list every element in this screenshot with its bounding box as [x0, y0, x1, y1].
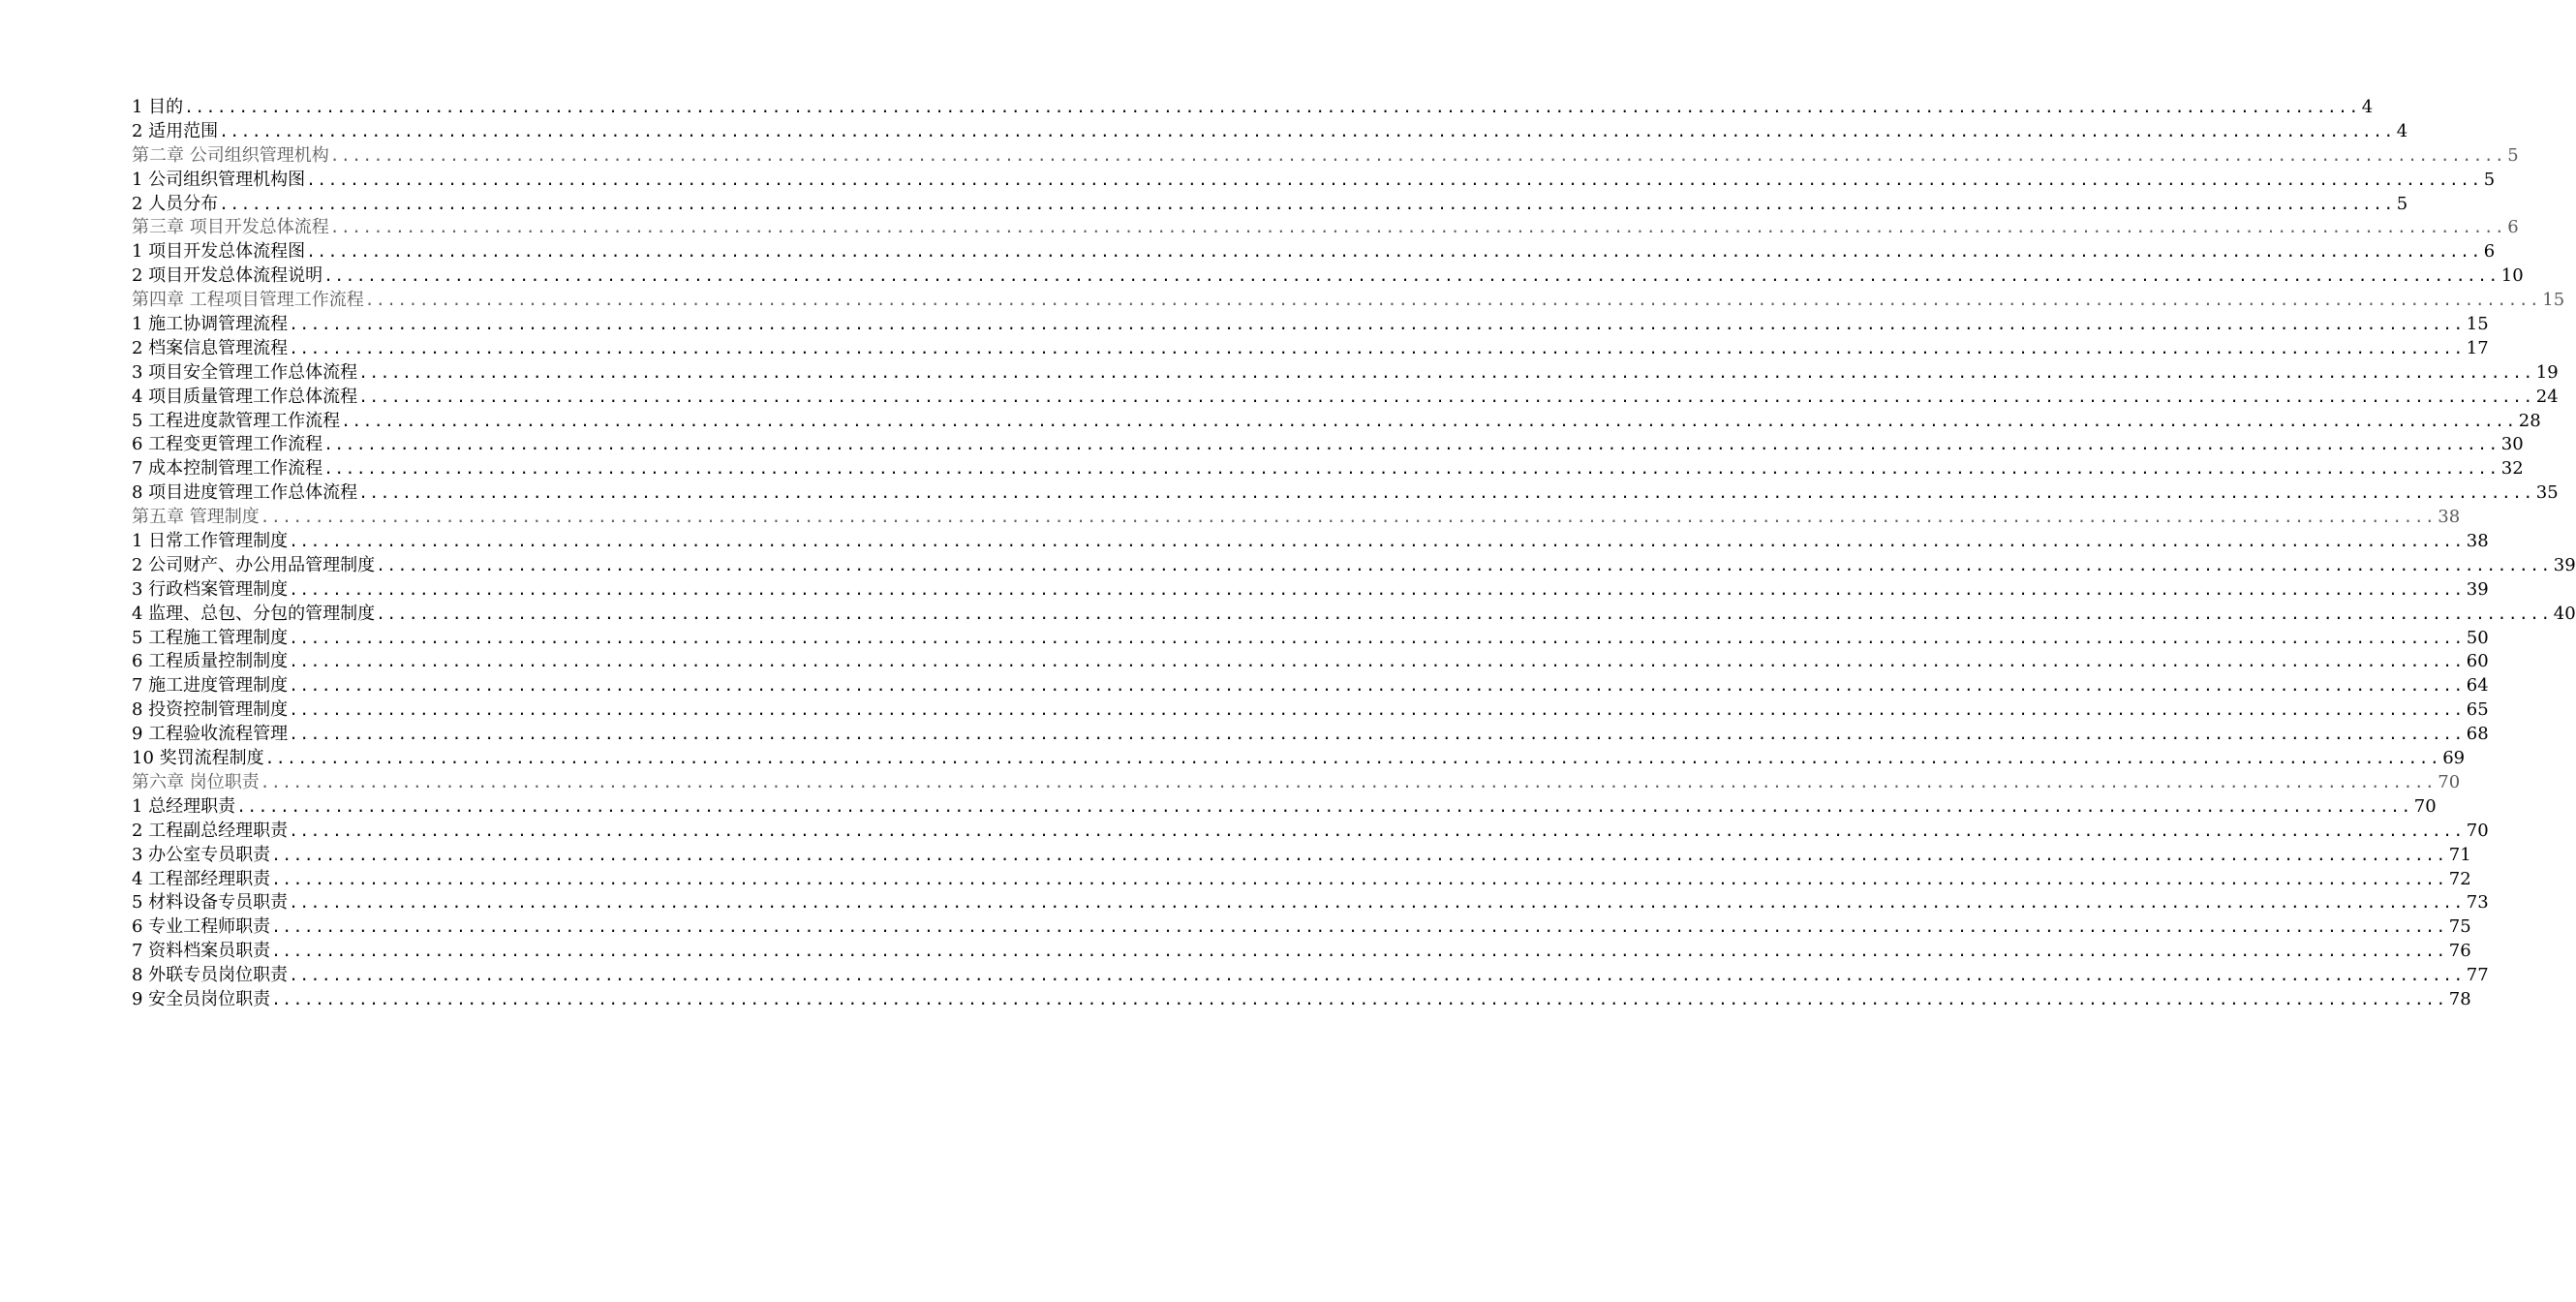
toc-page-number: 32: [2500, 458, 2524, 480]
toc-entry-label: 2 档案信息管理流程: [132, 337, 289, 358]
toc-page-number: 15: [2466, 314, 2489, 335]
toc-page-number: 30: [2500, 434, 2524, 455]
toc-page-number: 17: [2466, 337, 2489, 358]
toc-entry-label: 8 外联专员岗位职责: [132, 965, 289, 986]
toc-section-entry[interactable]: [132, 313, 2489, 337]
toc-entry-label: 10 奖罚流程制度: [132, 748, 264, 769]
toc-page-number: 64: [2466, 675, 2489, 697]
toc-entry-label: 2 公司财产、办公用品管理制度: [132, 554, 376, 575]
toc-dot-leader: ........................................................................................................................................................................................................: [264, 749, 2441, 768]
toc-chapter-entry[interactable]: [132, 216, 2519, 240]
toc-dot-leader: ........................................................................................................................................................................................................: [323, 435, 2499, 454]
toc-section-entry[interactable]: [132, 627, 2489, 651]
toc-page-number: 60: [2466, 651, 2489, 672]
toc-page-number: 5: [2396, 193, 2408, 214]
toc-page-number: 10: [2500, 265, 2524, 287]
toc-page-number: 4: [2361, 97, 2374, 117]
toc-page-number: 70: [2438, 771, 2461, 792]
toc-entry-label: 2 项目开发总体流程说明: [132, 265, 323, 287]
toc-page-number: 6: [2483, 241, 2496, 263]
toc-dot-leader: ........................................................................................................................................................................................................: [306, 242, 2482, 262]
toc-section-entry[interactable]: [132, 337, 2489, 361]
toc-dot-leader: ........................................................................................................................................................................................................: [219, 194, 2395, 213]
toc-section-entry[interactable]: [132, 795, 2437, 820]
toc-dot-leader: ........................................................................................................................................................................................................: [271, 989, 2447, 1008]
toc-dot-leader: ........................................................................................................................................................................................................: [358, 483, 2534, 503]
toc-entry-label: 2 人员分布: [132, 193, 219, 214]
toc-section-entry[interactable]: [132, 723, 2489, 747]
toc-page-number: 70: [2466, 820, 2489, 841]
toc-dot-leader: ........................................................................................................................................................................................................: [289, 579, 2465, 599]
toc-section-entry[interactable]: [132, 457, 2524, 481]
toc-page-number: 24: [2535, 386, 2559, 407]
toc-entry-label: 第五章 管理制度: [132, 507, 260, 528]
toc-entry-label: 8 投资控制管理制度: [132, 699, 289, 721]
toc-page-number: 73: [2466, 892, 2489, 914]
toc-entry-label: 1 施工协调管理流程: [132, 314, 289, 335]
toc-dot-leader: ........................................................................................................................................................................................................: [376, 555, 2552, 574]
toc-section-entry[interactable]: [132, 891, 2489, 915]
toc-page-number: 70: [2413, 795, 2437, 817]
toc-page-number: 5: [2483, 169, 2496, 190]
toc-section-entry[interactable]: [132, 578, 2489, 603]
toc-dot-leader: ........................................................................................................................................................................................................: [289, 821, 2465, 840]
toc-page-number: 69: [2442, 748, 2466, 769]
toc-dot-leader: ........................................................................................................................................................................................................: [358, 387, 2534, 406]
toc-page-number: 68: [2466, 724, 2489, 745]
toc-section-entry[interactable]: [132, 844, 2471, 868]
toc-section-entry[interactable]: [132, 120, 2408, 144]
toc-dot-leader: ........................................................................................................................................................................................................: [289, 338, 2465, 357]
toc-dot-leader: ........................................................................................................................................................................................................: [289, 725, 2465, 744]
toc-page-number: 75: [2448, 916, 2471, 938]
toc-section-entry[interactable]: [132, 530, 2489, 554]
toc-entry-label: 第六章 岗位职责: [132, 771, 260, 792]
toc-page-number: 71: [2448, 844, 2471, 865]
toc-page-number: 77: [2466, 965, 2489, 986]
toc-dot-leader: ........................................................................................................................................................................................................: [289, 700, 2465, 720]
toc-dot-leader: ........................................................................................................................................................................................................: [271, 917, 2447, 937]
toc-dot-leader: ........................................................................................................................................................................................................: [289, 315, 2465, 334]
toc-page-number: 5: [2507, 144, 2519, 166]
toc-entry-label: 第四章 工程项目管理工作流程: [132, 290, 364, 311]
toc-section-entry[interactable]: [132, 386, 2559, 410]
toc-dot-leader: ........................................................................................................................................................................................................: [329, 218, 2506, 237]
toc-section-entry[interactable]: [132, 240, 2496, 264]
toc-section-entry[interactable]: [132, 747, 2466, 771]
toc-entry-label: 1 目的: [132, 97, 184, 117]
toc-dot-leader: ........................................................................................................................................................................................................: [289, 628, 2465, 647]
toc-dot-leader: ........................................................................................................................................................................................................: [306, 170, 2482, 189]
toc-entry-label: 5 材料设备专员职责: [132, 892, 289, 914]
toc-section-entry[interactable]: [132, 868, 2471, 892]
toc-entry-label: 5 工程施工管理制度: [132, 627, 289, 648]
toc-dot-leader: ........................................................................................................................................................................................................: [364, 291, 2541, 310]
toc-page-number: 50: [2466, 627, 2489, 648]
toc-entry-label: 1 公司组织管理机构图: [132, 169, 306, 190]
toc-dot-leader: ........................................................................................................................................................................................................: [271, 845, 2447, 864]
toc-section-entry[interactable]: [132, 410, 2541, 434]
toc-section-entry[interactable]: [132, 264, 2524, 289]
toc-section-entry[interactable]: [132, 169, 2496, 193]
toc-page-number: 19: [2535, 361, 2559, 383]
toc-section-entry[interactable]: [132, 193, 2408, 217]
toc-dot-leader: ........................................................................................................................................................................................................: [236, 796, 2412, 816]
toc-page-number: 38: [2438, 507, 2461, 528]
toc-section-entry[interactable]: [132, 603, 2576, 627]
toc-entry-label: 8 项目进度管理工作总体流程: [132, 482, 358, 504]
toc-chapter-entry[interactable]: [132, 289, 2565, 313]
toc-section-entry[interactable]: [132, 698, 2489, 723]
toc-dot-leader: ........................................................................................................................................................................................................: [184, 98, 2360, 116]
toc-entry-label: 第二章 公司组织管理机构: [132, 144, 329, 166]
toc-entry-label: 2 工程副总经理职责: [132, 820, 289, 841]
toc-section-entry[interactable]: [132, 433, 2524, 457]
toc-chapter-entry[interactable]: [132, 506, 2461, 530]
toc-entry-label: 第三章 项目开发总体流程: [132, 217, 329, 238]
toc-entry-label: 2 适用范围: [132, 120, 219, 141]
toc-page-number: 38: [2466, 531, 2489, 552]
toc-entry-label: 6 工程变更管理工作流程: [132, 434, 323, 455]
toc-dot-leader: ........................................................................................................................................................................................................: [260, 508, 2437, 527]
toc-entry-label: 4 项目质量管理工作总体流程: [132, 386, 358, 407]
toc-entry-label: 9 安全员岗位职责: [132, 988, 271, 1009]
toc-section-entry[interactable]: [132, 988, 2471, 1012]
toc-section-entry[interactable]: [132, 361, 2559, 386]
toc-entry-label: 7 成本控制管理工作流程: [132, 458, 323, 480]
table-of-contents: [132, 96, 2576, 1012]
toc-dot-leader: ........................................................................................................................................................................................................: [289, 676, 2465, 696]
toc-dot-leader: ........................................................................................................................................................................................................: [289, 966, 2465, 985]
toc-section-entry[interactable]: [132, 674, 2489, 698]
toc-section-entry[interactable]: [132, 964, 2489, 988]
toc-chapter-entry[interactable]: [132, 144, 2519, 169]
toc-dot-leader: ........................................................................................................................................................................................................: [323, 266, 2499, 286]
toc-page-number: 76: [2448, 941, 2471, 962]
toc-page-number: 39: [2466, 578, 2489, 600]
toc-dot-leader: ........................................................................................................................................................................................................: [260, 772, 2437, 791]
toc-page-number: 6: [2507, 217, 2519, 238]
toc-section-entry[interactable]: [132, 940, 2471, 964]
toc-page-number: 78: [2448, 988, 2471, 1009]
toc-dot-leader: ........................................................................................................................................................................................................: [376, 604, 2552, 623]
toc-dot-leader: ........................................................................................................................................................................................................: [271, 942, 2447, 961]
toc-section-entry[interactable]: [132, 650, 2489, 674]
toc-page-number: 72: [2448, 868, 2471, 889]
toc-section-entry[interactable]: [132, 481, 2559, 506]
toc-entry-label: 4 工程部经理职责: [132, 868, 271, 889]
toc-section-entry[interactable]: [132, 96, 2374, 120]
toc-dot-leader: ........................................................................................................................................................................................................: [289, 532, 2465, 551]
toc-entry-label: 5 工程进度款管理工作流程: [132, 410, 341, 431]
toc-entry-label: 3 项目安全管理工作总体流程: [132, 361, 358, 383]
toc-section-entry[interactable]: [132, 820, 2489, 844]
toc-page-number: 39: [2553, 554, 2576, 575]
toc-entry-label: 3 办公室专员职责: [132, 844, 271, 865]
toc-entry-label: 7 资料档案员职责: [132, 941, 271, 962]
toc-dot-leader: ........................................................................................................................................................................................................: [341, 411, 2517, 430]
toc-page-number: 28: [2518, 410, 2541, 431]
toc-dot-leader: ........................................................................................................................................................................................................: [271, 869, 2447, 888]
toc-page-number: 15: [2542, 290, 2565, 311]
toc-entry-label: 1 总经理职责: [132, 795, 236, 817]
toc-entry-label: 6 专业工程师职责: [132, 916, 271, 938]
toc-entry-label: 6 工程质量控制制度: [132, 651, 289, 672]
toc-entry-label: 4 监理、总包、分包的管理制度: [132, 603, 376, 624]
toc-section-entry[interactable]: [132, 915, 2471, 940]
toc-entry-label: 1 日常工作管理制度: [132, 531, 289, 552]
toc-entry-label: 1 项目开发总体流程图: [132, 241, 306, 263]
toc-dot-leader: ........................................................................................................................................................................................................: [329, 145, 2506, 165]
toc-section-entry[interactable]: [132, 554, 2576, 578]
toc-page-number: 4: [2396, 120, 2408, 141]
toc-dot-leader: ........................................................................................................................................................................................................: [358, 362, 2534, 382]
toc-page-number: 35: [2535, 482, 2559, 504]
toc-page-number: 40: [2553, 603, 2576, 624]
toc-dot-leader: ........................................................................................................................................................................................................: [219, 121, 2395, 140]
toc-entry-label: 9 工程验收流程管理: [132, 724, 289, 745]
toc-chapter-entry[interactable]: [132, 771, 2461, 795]
toc-dot-leader: ........................................................................................................................................................................................................: [289, 652, 2465, 671]
toc-dot-leader: ........................................................................................................................................................................................................: [289, 893, 2465, 913]
toc-page-number: 65: [2466, 699, 2489, 721]
toc-entry-label: 7 施工进度管理制度: [132, 675, 289, 697]
toc-entry-label: 3 行政档案管理制度: [132, 578, 289, 600]
toc-dot-leader: ........................................................................................................................................................................................................: [323, 459, 2499, 479]
